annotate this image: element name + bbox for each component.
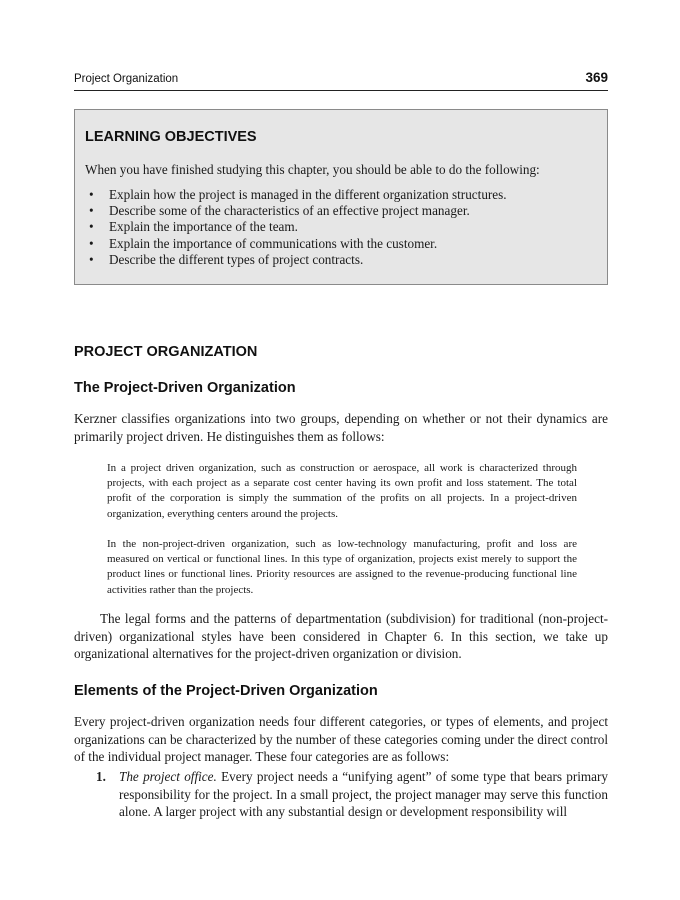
objective-item — [89, 236, 507, 252]
objective-item — [89, 187, 507, 203]
page-number: 369 — [585, 70, 608, 85]
objective-text: Describe some of the characteristics of an effective project manager. — [109, 203, 470, 219]
objective-text: Describe the different types of project contracts. — [109, 251, 364, 267]
learning-objectives-heading: LEARNING OBJECTIVES — [85, 129, 257, 145]
section-heading: PROJECT ORGANIZATION — [74, 344, 258, 360]
learning-objectives-list — [89, 187, 507, 268]
bullet-icon: • — [89, 235, 94, 251]
learning-objectives-box — [74, 109, 608, 285]
running-head — [74, 70, 608, 91]
body-paragraph: The legal forms and the patterns of departmentation (subdivision) for traditional (non-project-driven) organizational styles have been considered in Chapter 6. In this section, we take up organizational alternatives for the project-driven organization or division. — [74, 611, 608, 662]
running-head-title: Project Organization — [74, 73, 179, 85]
objective-text: Explain the importance of communications with the customer. — [109, 235, 438, 251]
block-quote-non-project-driven: In the non-project-driven organization, such as low-technology manufacturing, profit and loss are measured on vertical or functional lines. In this type of organization, projects exist merely to support the product lines or functional lines. Priority resources are assigned to the revenue-producing functional line activities rather than the projects. — [107, 538, 577, 596]
objective-item — [89, 203, 507, 219]
objective-text: Explain the importance of the team. — [109, 219, 298, 235]
elements-intro-paragraph: Every project-driven organization needs four different categories, or types of elements, and project organizations can be characterized by the number of these categories coming under the direct control of the individual project manager. These four categories are as follows: — [74, 714, 608, 765]
subsection-heading-elements: Elements of the Project-Driven Organization — [74, 683, 378, 699]
list-item-number: 1. — [96, 769, 106, 784]
bullet-icon: • — [89, 203, 94, 219]
objective-text: Explain how the project is managed in the different organization structures. — [109, 187, 507, 202]
elements-list — [96, 768, 608, 821]
subsection-heading-project-driven: The Project-Driven Organization — [74, 380, 296, 396]
bullet-icon: • — [89, 219, 94, 235]
list-item — [96, 768, 608, 821]
block-quote-project-driven: In a project driven organization, such as construction or aerospace, all work is characterized through projects, with each project as a separate cost center having its own profit and loss statement. The total profit of the corporation is simply the summation of the profits on all projects. In a project-driven organization, everything centers around the projects. — [107, 462, 577, 520]
list-item-title: The project office. — [119, 769, 217, 784]
list-item-text: Every project needs a “unifying agent” of some type that bears primary responsibility for the project. In a small project, the project manager may serve this function alone. A larger project with any substantial design or development responsibility will — [119, 769, 609, 820]
bullet-icon: • — [89, 251, 94, 267]
bullet-icon: • — [89, 187, 94, 202]
objective-item — [89, 219, 507, 235]
intro-paragraph: Kerzner classifies organizations into two groups, depending on whether or not their dynamics are primarily project driven. He distinguishes them as follows: — [74, 411, 608, 444]
objective-item — [89, 252, 507, 268]
learning-objectives-intro: When you have finished studying this chapter, you should be able to do the following: — [85, 162, 540, 177]
